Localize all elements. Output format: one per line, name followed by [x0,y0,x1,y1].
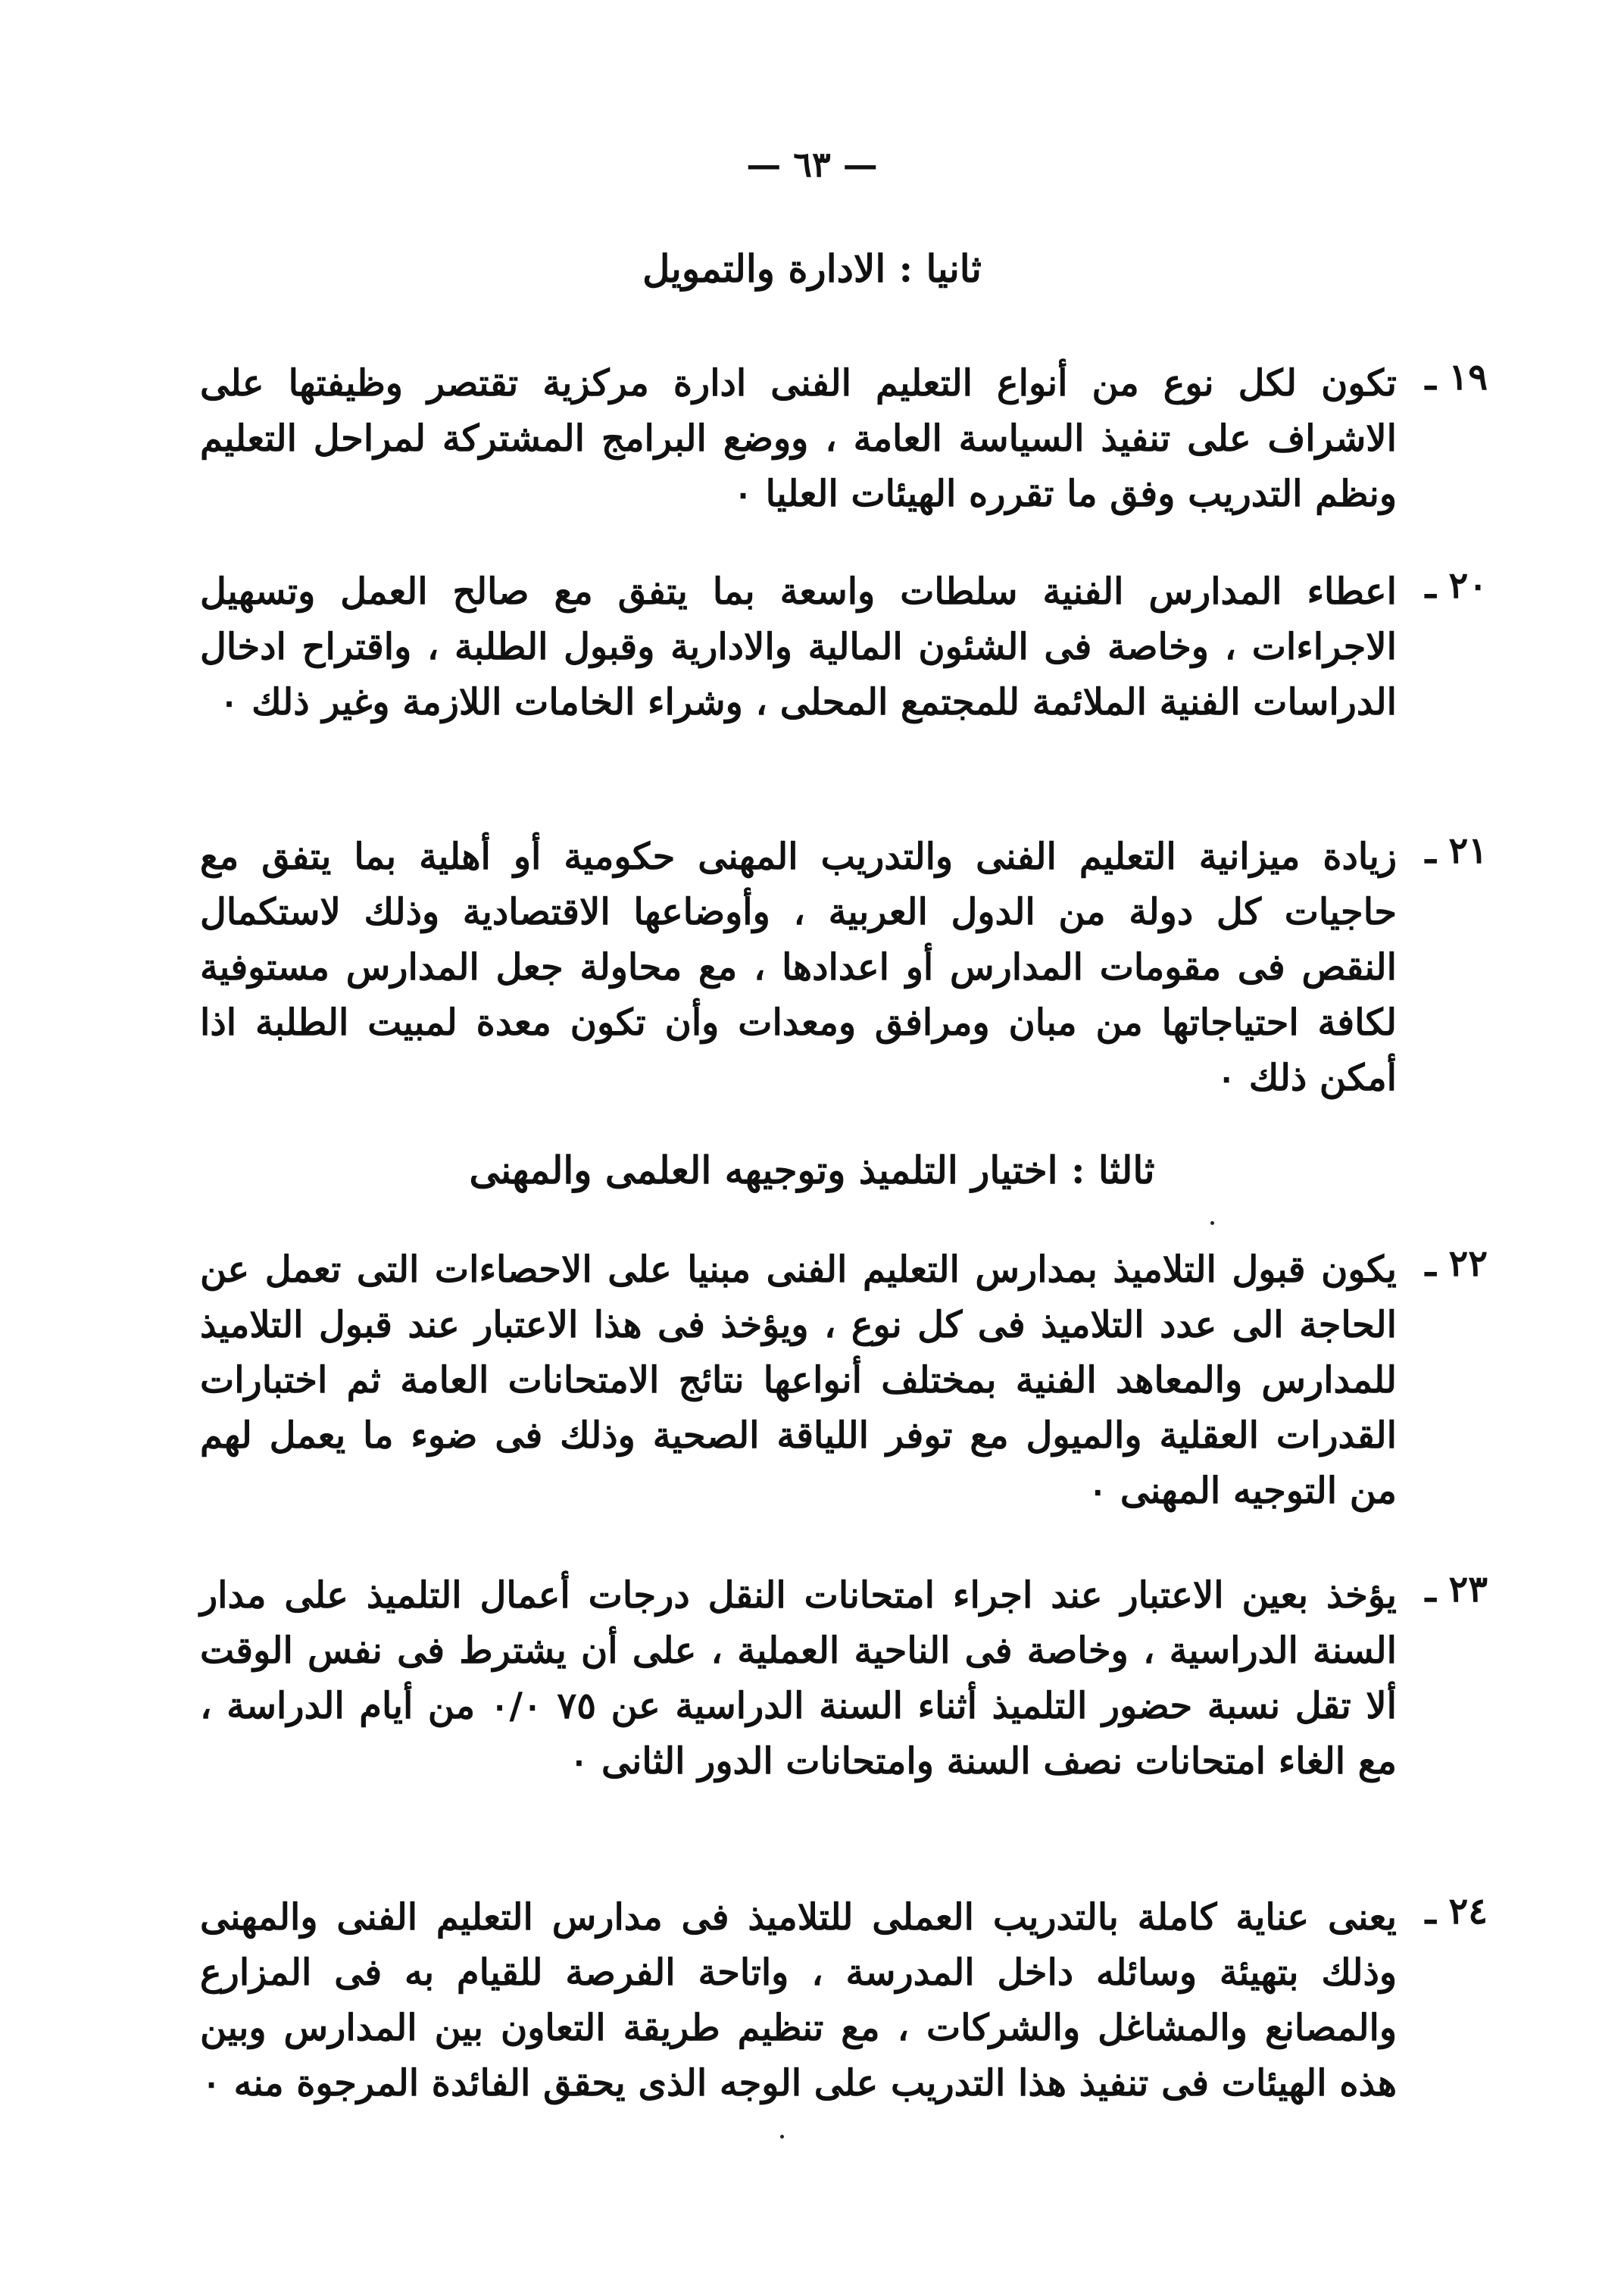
clause-number: ٢٠ ـ [1425,564,1488,607]
clause-text: يكون قبول التلاميذ بمدارس التعليم الفنى مبنيا على الاحصاءات التى تعمل عن الحاجة الى عدد التلاميذ فى كل نوع ، ويؤخذ فى هذا الاعتبار عند قبول التلاميذ للمدارس والمعاهد الفنية بمختلف أنواعها نتائج الامتحانات العامة ثم اختبارات القدرات العقلية والميول مع توفر اللياقة الصحية وذلك فى ضوء ما يعمل لهم من التوجيه المهنى ٠ [200,1248,1397,1512]
clause-number: ٢٤ ـ [1425,1890,1488,1932]
clause-text: زيادة ميزانية التعليم الفنى والتدريب المهنى حكومية أو أهلية بما يتفق مع حاجيات كل دولة من الدول العربية ، وأوضاعها الاقتصادية وذلك لاستكمال النقص فى مقومات المدارس أو اعدادها ، مع محاولة جعل المدارس مستوفية لكافة احتياجاتها من مبان ومرافق ومعدات وأن تكون معدة لمبيت الطلبة اذا أمكن ذلك ٠ [200,836,1397,1099]
clause-number: ٢١ ـ [1425,830,1488,872]
clause-number: ٢٢ ـ [1425,1242,1488,1285]
clause-22 [200,1242,1488,1519]
clause-text: يعنى عناية كاملة بالتدريب العملى للتلاميذ فى مدارس التعليم الفنى والمهنى وذلك بتهيئة وسائله داخل المدرسة ، واتاحة الفرصة للقيام به فى المزارع والمصانع والمشاغل والشركات ، مع تنظيم طريقة التعاون بين المدارس وبين هذه الهيئات فى تنفيذ هذا التدريب على الوجه الذى يحقق الفائدة المرجوة منه ٠ [200,1896,1397,2104]
ink-speck [780,2135,784,2139]
section-heading-administration: ثانيا : الادارة والتمويل [642,246,982,291]
clause-20 [200,564,1488,730]
clause-text: تكون لكل نوع من أنواع التعليم الفنى ادارة مركزية تقتصر وظيفتها على الاشراف على تنفيذ السياسة العامة ، ووضع البرامج المشتركة لمراحل التعليم ونظم التدريب وفق ما تقرره الهيئات العليا ٠ [200,362,1398,515]
clause-number: ١٩ ـ [1425,356,1488,398]
clause-24 [200,1890,1488,2111]
clause-text: يؤخذ بعين الاعتبار عند اجراء امتحانات النقل درجات أعمال التلميذ على مدار السنة الدراسية ، وخاصة فى الناحية العملية ، على أن يشترط فى نفس الوقت ألا تقل نسبة حضور التلميذ أثناء السنة الدراسية عن ٧٥ ٠/٠ من أيام الدراسة ، مع الغاء امتحانات نصف السنة وامتحانات الدور الثانى ٠ [200,1574,1398,1783]
clause-21 [200,830,1488,1106]
clause-number: ٢٣ ـ [1425,1568,1488,1611]
page-number: — ٦٣ — [746,144,878,185]
clause-text: اعطاء المدارس الفنية سلطات واسعة بما يتفق مع صالح العمل وتسهيل الاجراءات ، وخاصة فى الشئون المالية والادارية وقبول الطلبة ، واقتراح ادخال الدراسات الفنية الملائمة للمجتمع المحلى ، وشراء الخامات اللازمة وغير ذلك ٠ [200,570,1398,723]
section-heading-student-selection: ثالثا : اختيار التلميذ وتوجيهه العلمى والمهنى [469,1148,1155,1192]
ink-speck [1210,1221,1214,1225]
clause-19 [200,356,1488,522]
clause-23 [200,1568,1488,1789]
